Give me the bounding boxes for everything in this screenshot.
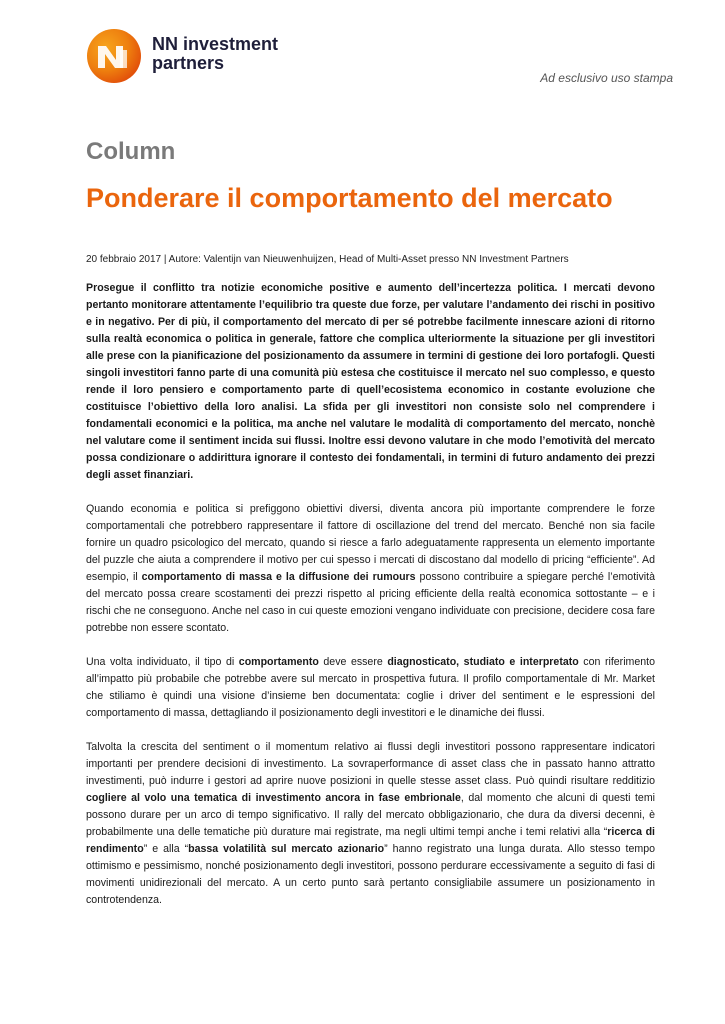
text-run: , dal momento che alcuni di questi temi possono durare per un arco di tempo significativo. Il rally del mercato obbligazionario, che dura da diversi decenni, è probabilmente una delle tematiche più durature mai registrate, ma negli ultimi tempi anche i temi relativi alla “ — [86, 792, 655, 838]
article-meta: 20 febbraio 2017 | Autore: Valentijn van Nieuwenhuijzen, Head of Multi-Asset presso NN Investment Partners — [86, 254, 569, 265]
text-run: con riferimento all’impatto più probabile che potrebbe avere sul mercato in prospettiva futura. Il profilo comportamentale di Mr. Market che stiliamo è quindi una visione d’insieme ben documentata: coglie i driver del sentiment e le espressioni del comportamento di massa, dettagliando il posizionamento degli investitori e le dinamiche dei flussi. — [86, 656, 655, 719]
article-body — [86, 280, 655, 926]
bold-run: cogliere al volo una tematica di investimento ancora in fase embrionale — [86, 792, 461, 804]
logo-line-2: partners — [152, 53, 225, 73]
text-run: ” e alla “ — [143, 843, 189, 855]
text-run: ” hanno registrato una lunga durata. Allo stesso tempo ottimismo e pessimismo, nonché posizionamento degli investitori, possono perdurare eccessivamente a seguito di fasi di movimenti unidirezionali del mercato. A un certo punto sarà pertanto consigliabile assumere un posizionamento in controtendenza. — [86, 843, 655, 906]
lead-paragraph: Prosegue il conflitto tra notizie economiche positive e aumento dell’incertezza politica. I mercati devono pertanto monitorare attentamente l’equilibrio tra queste due forze, per valutare l’andamento dei rischi in positivo e in negativo. Per di più, il comportamento del mercato di per sé potrebbe facilmente innescare azioni di ritorno sulla realtà economica o politica in generale, fattore che complica ulteriormente la situazione per gli investitori alle prese con la pianificazione del posizionamento da assumere in termini di gestione dei loro portafogli. Questi singoli investitori fanno parte di una comunità più estesa che costituisce il mercato nel suo complesso, e questo rende il loro pensiero e comportamento parte di quell’ecosistema economico in costante evoluzione che costituisce l’obiettivo della loro analisi. La sfida per gli investitori non consiste solo nel comprendere i fondamentali economici e la politica, ma anche nel valutare le modalità di comportamento del mercato, nonchè nel valutare come il sentiment incida sui flussi. Inoltre essi devono valutare in che modo l’emotività del mercato possa condizionare o addirittura ignorare il contesto dei fondamentali, in termini di futuro andamento dei prezzi degli asset finanziari. — [86, 282, 655, 481]
text-run: possono contribuire a spiegare perché l’emotività del mercato possa creare scostamenti dei prezzi rispetto al pricing efficiente della realtà economica sottostante – e i rischi che ne conseguono. Anche nel caso in cui queste emozioni vengano individuate con precisione, decidere cosa fare potrebbe non essere scontato. — [86, 571, 655, 634]
bold-run: comportamento — [238, 656, 319, 668]
paragraph-3 — [86, 739, 655, 909]
text-run: Quando economia e politica si prefiggono obiettivi diversi, diventa ancora più importante comprendere le forze comportamentali che potrebbero rappresentare il fattore di oscillazione del trend del mercato. Benché non sia facile fornire un quadro psicologico del mercato, quando si riesce a farlo adeguatamente rappresenta un elemento importante del puzzle che aiuta a comprendere il motivo per cui spesso i mercati di discostano dal modello di pricing “efficiente”. Ad esempio, il — [86, 503, 655, 583]
bold-run: bassa volatilità sul mercato azionario — [188, 843, 385, 855]
company-logo — [86, 28, 296, 86]
nn-logo-icon — [86, 28, 142, 84]
bold-run: diagnosticato, studiato e interpretato — [387, 656, 579, 668]
section-label: Column — [86, 138, 176, 165]
logo-line-1: NN investment — [152, 34, 279, 54]
text-run: Talvolta la crescita del sentiment o il momentum relativo ai flussi degli investitori possono rappresentare indicatori importanti per prendere decisioni di investimento. La sovraperformance di asset class che in passato hanno attratto investimenti, può indurre i gestori ad aprire nuove posizioni in quelle stesse asset class. Può quindi risultare redditizio — [86, 741, 655, 787]
bold-run: comportamento di massa e la diffusione dei rumours — [141, 571, 416, 583]
press-use-label: Ad esclusivo uso stampa — [540, 71, 673, 85]
paragraph-1 — [86, 501, 655, 637]
bold-run: ricerca di rendimento — [86, 826, 655, 855]
logo-wordmark — [152, 35, 278, 73]
article-title: Ponderare il comportamento del mercato — [86, 183, 613, 213]
paragraph-2 — [86, 654, 655, 722]
text-run: deve essere — [318, 656, 388, 668]
text-run: Una volta individuato, il tipo di — [86, 656, 239, 668]
